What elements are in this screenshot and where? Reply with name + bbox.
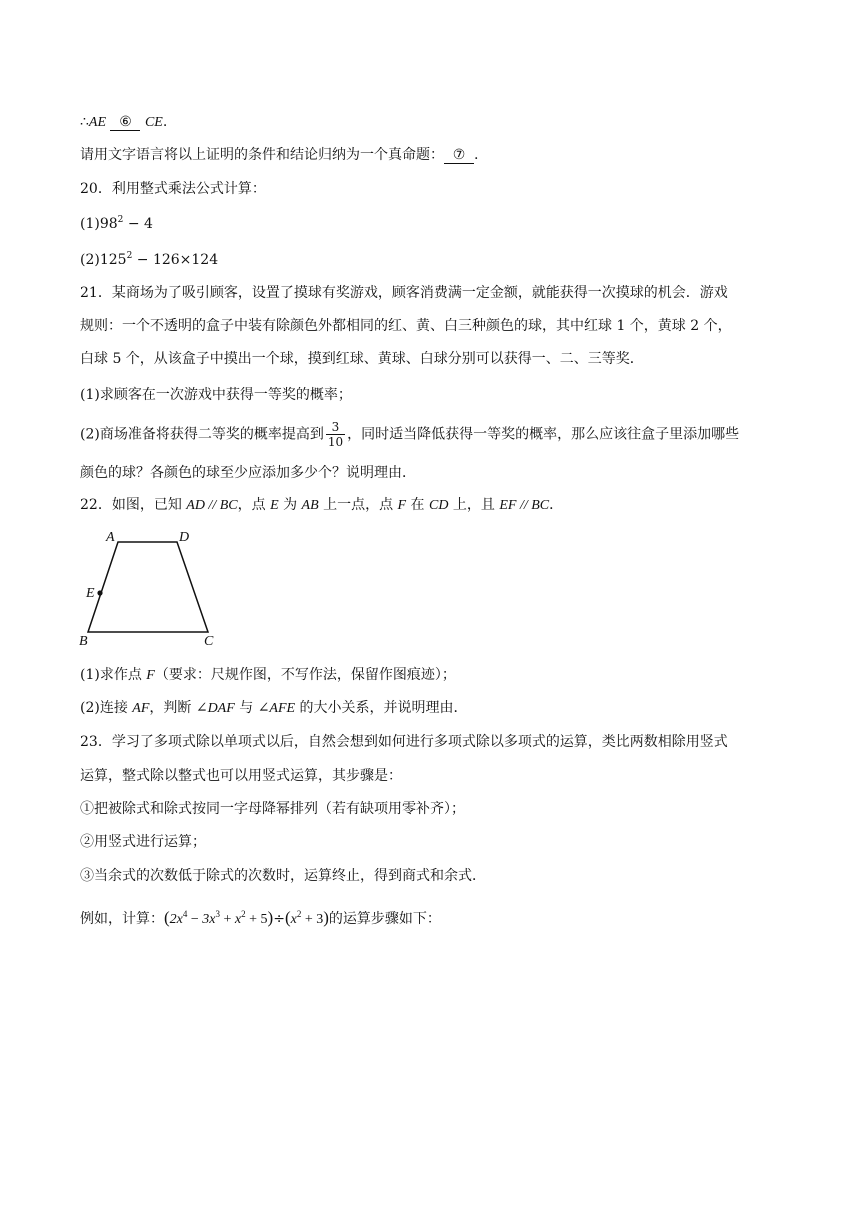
text: 22．如图，已知: [80, 497, 187, 513]
text: 上，且: [448, 497, 500, 513]
label-b: B: [79, 634, 88, 649]
q21-part2-text-cont: ，同时适当降低获得一等奖的概率，那么应该往盒子里添加哪些: [347, 426, 740, 443]
text: (2)连接: [80, 700, 133, 716]
math-e: E: [270, 498, 279, 513]
denominator: 10: [327, 435, 344, 449]
math-f: F: [397, 498, 407, 513]
q23-step1: ①把被除式和除式按同一字母降幂排列（若有缺项用零补齐）；: [80, 801, 465, 817]
q21-part2-line2: 颜色的球？各颜色的球至少应添加多少个？说明理由．: [80, 465, 416, 481]
math-angle-afe: ∠AFE: [257, 701, 296, 716]
q21-part2: [80, 420, 739, 449]
trapezoid-figure: [76, 525, 226, 650]
text: 上一点，点: [318, 497, 398, 513]
part-label: (2): [80, 252, 100, 268]
math-ce: CE: [144, 115, 163, 130]
text: 的运算步骤如下：: [328, 911, 441, 927]
q21-line1: 21．某商场为了吸引顾客，设置了摸球有奖游戏，顾客消费满一定金额，就能获得一次摸球的机会．游戏: [80, 285, 728, 301]
q23-line2: 运算，整式除以整式也可以用竖式运算，其步骤是：: [80, 768, 402, 784]
q19-prompt-line: [80, 145, 478, 165]
period: .: [474, 147, 479, 163]
q22-stem: [80, 495, 563, 516]
math-f: F: [146, 668, 155, 683]
exponent: 2: [117, 215, 124, 225]
text: 例如，计算：: [80, 911, 164, 927]
q23-example: [80, 908, 441, 930]
q21-part2-text: (2)商场准备将获得二等奖的概率提高到: [80, 426, 324, 443]
q19-prompt: 请用文字语言将以上证明的条件和结论归纳为一个真命题：: [80, 147, 444, 163]
division-sign: ÷: [273, 911, 285, 927]
label-a: A: [106, 530, 115, 545]
text: 的大小关系，并说明理由．: [295, 700, 468, 716]
therefore-symbol: ∴: [80, 114, 89, 130]
label-d: D: [179, 530, 190, 545]
text: 为: [278, 497, 302, 513]
point-e-dot: [97, 590, 102, 595]
label-c: C: [204, 634, 214, 649]
blank-7: ⑦: [444, 147, 474, 164]
q20-part1: [80, 214, 153, 234]
math-ab: AB: [301, 498, 319, 513]
math-ad-parallel-bc: AD // BC: [186, 498, 238, 513]
exponent: 2: [126, 251, 133, 261]
text: 在: [406, 497, 430, 513]
math-cd: CD: [429, 498, 449, 513]
expression-rest: − 126×124: [132, 252, 219, 268]
q22-part1: [80, 665, 456, 686]
base: 98: [99, 216, 118, 232]
divisor-expression: $(x^2 + 3)$: [284, 908, 329, 927]
text: (1)求作点: [80, 667, 147, 683]
text: ，判断: [149, 700, 196, 716]
q21-part1: (1)求顾客在一次游戏中获得一等奖的概率；: [80, 387, 352, 403]
q21-line3: 白球 5 个，从该盒子中摸出一个球，摸到红球、黄球、白球分别可以获得一、二、三等奖．: [80, 351, 644, 367]
q20-part2: [80, 250, 218, 270]
part-label: (1): [80, 216, 100, 232]
text: （要求：尺规作图，不写作法，保留作图痕迹）；: [154, 667, 456, 683]
q20-title: 20．利用整式乘法公式计算：: [80, 181, 266, 197]
fraction-3-10: [326, 420, 345, 449]
q22-part2: [80, 698, 468, 719]
label-e: E: [86, 586, 95, 601]
blank-6: ⑥: [110, 114, 140, 131]
text: ，点: [237, 497, 271, 513]
trapezoid-abcd: [88, 542, 208, 632]
period: .: [162, 114, 168, 130]
expression-rest: − 4: [123, 216, 153, 232]
math-ae: AE: [88, 115, 107, 130]
q23-step2: ②用竖式进行运算；: [80, 834, 206, 850]
q19-conclusion-line: [80, 112, 167, 133]
q21-line2: 规则：一个不透明的盒子中装有除颜色外都相同的红、黄、白三种颜色的球，其中红球 1 个，黄球 2 个，: [80, 318, 732, 334]
base: 125: [99, 252, 127, 268]
dividend-expression: $(2x^4 - 3x^3 + x^2 + 5)$: [164, 908, 274, 927]
q23-line1: 23．学习了多项式除以单项式以后，自然会想到如何进行多项式除以多项式的运算，类比两数相除用竖式: [80, 734, 728, 750]
numerator: 3: [326, 420, 345, 435]
text: ．: [549, 497, 564, 513]
q23-step3: ③当余式的次数低于除式的次数时，运算终止，得到商式和余式．: [80, 868, 486, 884]
math-angle-daf: ∠DAF: [195, 701, 235, 716]
text: 与: [234, 700, 258, 716]
math-af: AF: [132, 701, 150, 716]
math-ef-parallel-bc: EF // BC: [499, 498, 550, 513]
